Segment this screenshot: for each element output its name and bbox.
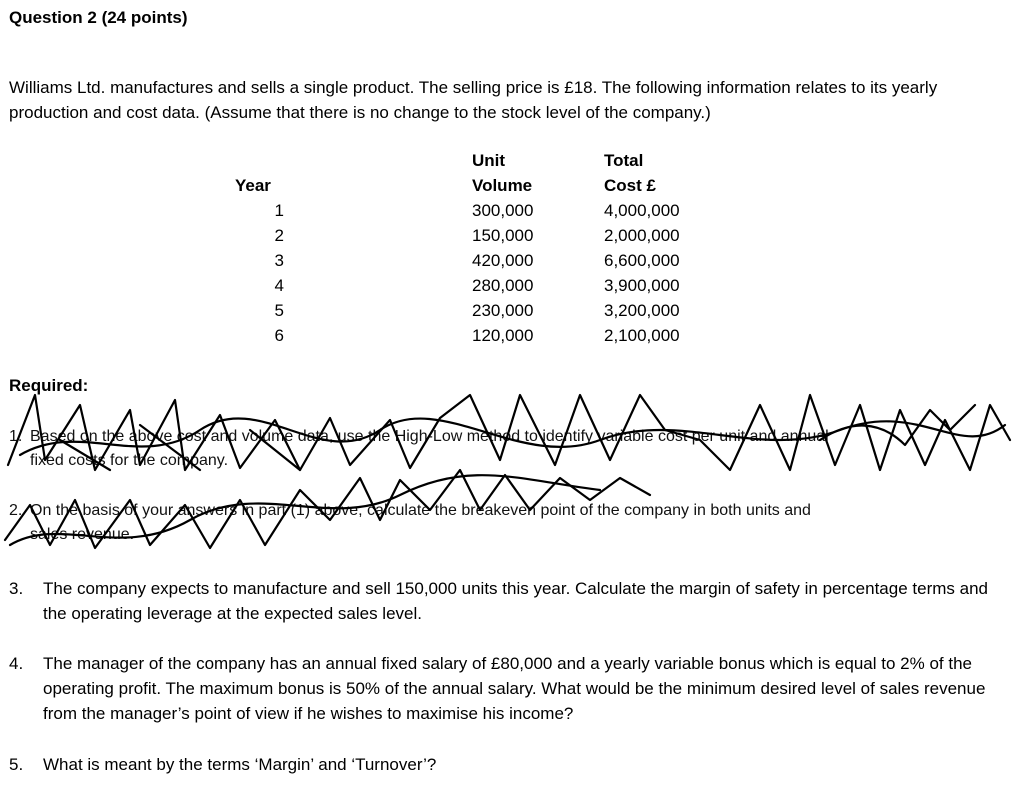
volume-cell: 280,000: [472, 276, 534, 295]
question-number: 4.: [9, 654, 24, 673]
volume-cell: 420,000: [472, 251, 534, 270]
volume-cell: 120,000: [472, 326, 534, 345]
intro-paragraph: Williams Ltd. manufactures and sells a single product. The selling price is £18. The following information relates to its yearly production and cost data. (Assume that there is no change to the stock level of the company.): [9, 78, 938, 122]
year-header: Year: [235, 176, 271, 195]
cost-header-line1: Total: [604, 151, 644, 170]
year-cell: 2: [274, 226, 284, 245]
question-text-line1: On the basis of your answers in part (1) above, calculate the breakeven point of the company in both units and: [30, 502, 811, 519]
volume-cell: 300,000: [472, 201, 534, 220]
question-text-line1: Based on the above cost and volume data, use the High-Low method to identify variable cost per unit and annual: [30, 428, 829, 445]
cost-cell: 4,000,000: [604, 201, 680, 220]
cost-header-line2: Cost £: [604, 176, 656, 195]
year-cell: 1: [274, 201, 284, 220]
year-cell: 5: [274, 301, 284, 320]
question-number: 2.: [9, 502, 23, 519]
question-text: The manager of the company has an annual fixed salary of £80,000 and a yearly variable bonus which is equal to 2% of the operating profit. The maximum bonus is 50% of the annual salary. What would be the minimum desired level of sales revenue from the manager’s point of view if he wishes to maximise his income?: [43, 654, 986, 723]
cost-cell: 3,200,000: [604, 301, 680, 320]
question-number: 3.: [9, 579, 24, 598]
question-text-line2: sales revenue.: [30, 526, 135, 543]
question-number: 1.: [9, 428, 23, 445]
year-cell: 3: [274, 251, 284, 270]
question-text: The company expects to manufacture and sell 150,000 units this year. Calculate the margin of safety in percentage terms and the operating leverage at the expected sales level.: [43, 579, 988, 623]
cost-cell: 3,900,000: [604, 276, 680, 295]
question-number: 5.: [9, 755, 24, 774]
question-text: What is meant by the terms ‘Margin’ and ‘Turnover’?: [43, 755, 437, 774]
cost-cell: 2,000,000: [604, 226, 680, 245]
year-cell: 6: [274, 326, 284, 345]
volume-header-line1: Unit: [472, 151, 506, 170]
question-text-line2: fixed costs for the company.: [30, 452, 229, 469]
year-cell: 4: [274, 276, 284, 295]
volume-cell: 230,000: [472, 301, 534, 320]
volume-header-line2: Volume: [472, 176, 533, 195]
question-title: Question 2 (24 points): [9, 8, 188, 27]
cost-cell: 6,600,000: [604, 251, 680, 270]
volume-cell: 150,000: [472, 226, 534, 245]
required-heading: Required:: [9, 376, 89, 395]
cost-cell: 2,100,000: [604, 326, 680, 345]
